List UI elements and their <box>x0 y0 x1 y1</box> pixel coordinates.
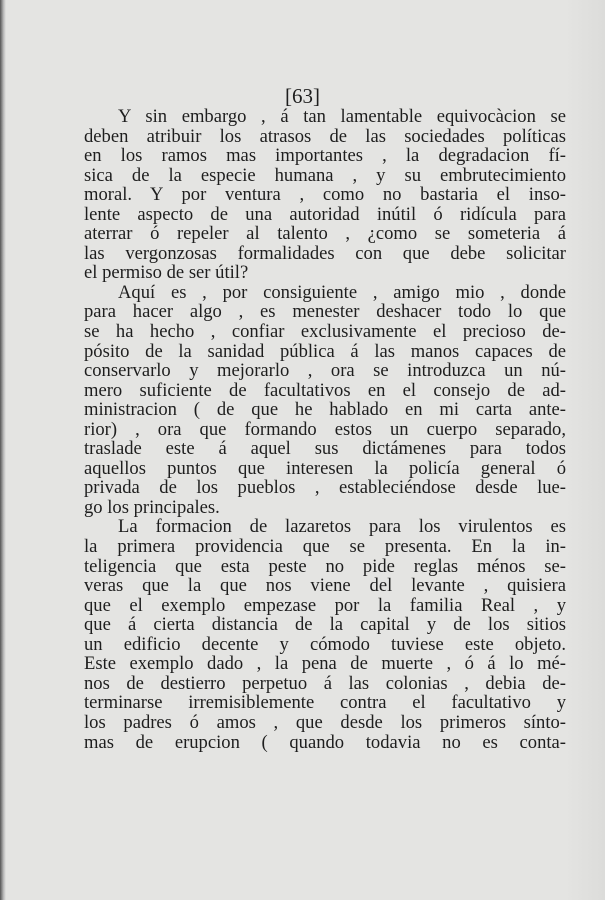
text-line: se ha hecho , confiar exclusivamente el precioso de- <box>84 321 566 343</box>
page-shading <box>565 0 605 900</box>
text-line: pósito de la sanidad pública á las manos capaces de <box>84 340 566 362</box>
text-line: traslade este á aquel sus dictámenes para todos <box>84 438 566 460</box>
text-line: go los principales. <box>84 496 220 518</box>
text-line: terminarse irremisiblemente contra el facultativo y <box>84 692 566 714</box>
text-line: conservarlo y mejorarlo , ora se introduzca un nú- <box>84 360 566 382</box>
text-line: moral. Y por ventura , como no bastaria el inso- <box>84 184 566 206</box>
text-line: Aquí es , por consiguiente , amigo mio , donde <box>118 281 566 303</box>
text-line: Y sin embargo , á tan lamentable equivocàcion se <box>118 106 566 127</box>
text-line: la primera providencia que se presenta. En la in- <box>84 536 566 558</box>
page-edge-shadow <box>0 0 6 900</box>
text-line: un edificio decente y cómodo tuviese este objeto. <box>84 633 566 655</box>
text-line: teligencia que esta peste no pide reglas ménos se- <box>84 555 566 577</box>
text-line: mero suficiente de facultativos en el consejo de ad- <box>84 379 566 401</box>
text-line: ministracion ( de que he hablado en mi carta ante- <box>84 399 566 421</box>
text-line: en los ramos mas importantes , la degradacion fí- <box>84 145 566 167</box>
text-line: que el exemplo empezase por la familia Real , y <box>84 594 566 616</box>
text-line: privada de los pueblos , estableciéndose desde lue- <box>84 477 566 499</box>
text-line: sica de la especie humana , y su embrutecimiento <box>84 164 566 186</box>
text-line: nos de destierro perpetuo á las colonias , debia de- <box>84 672 566 694</box>
text-line: lente aspecto de una autoridad inútil ó ridícula para <box>84 203 566 225</box>
text-line: el permiso de ser útil? <box>84 262 249 284</box>
text-line: para hacer algo , es menester deshacer todo lo que <box>84 301 566 323</box>
text-line: La formacion de lazaretos para los virulentos es <box>118 516 566 538</box>
body-text <box>84 107 566 752</box>
text-line: rior) , ora que formando estos un cuerpo separado, <box>84 418 566 440</box>
text-line: los padres ó amos , que desde los primeros sínto- <box>84 711 566 733</box>
text-line: deben atribuir los atrasos de las sociedades políticas <box>84 125 566 147</box>
text-line: aterrar ó repeler al talento , ¿como se someteria á <box>84 223 566 245</box>
text-line: veras que la que nos viene del levante , quisiera <box>84 575 566 597</box>
text-line: mas de erupcion ( quando todavia no es conta- <box>84 731 566 753</box>
text-line: las vergonzosas formalidades con que debe solicitar <box>84 242 566 264</box>
text-line: que á cierta distancia de la capital y de los sitios <box>84 614 566 636</box>
text-line: aquellos puntos que interesen la policía general ó <box>84 457 566 479</box>
text-line: Este exemplo dado , la pena de muerte , ó á lo mé- <box>84 653 566 675</box>
page-number: [63] <box>285 84 320 108</box>
